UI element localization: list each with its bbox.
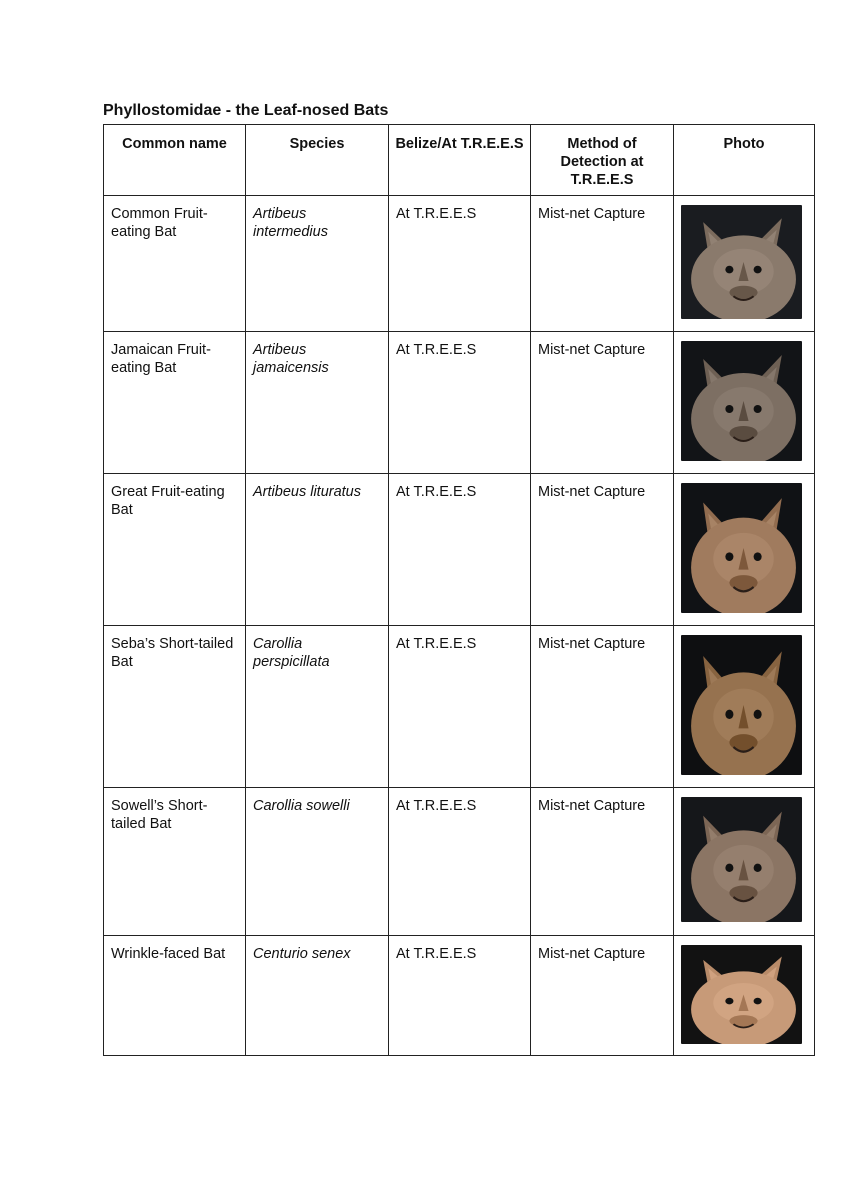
common-name-cell: Seba’s Short-tailed Bat (104, 626, 246, 788)
bat-photo-icon (681, 341, 802, 461)
table-row (104, 626, 815, 788)
photo-cell (674, 332, 815, 474)
belize-cell: At T.R.E.E.S (389, 936, 531, 1056)
method-cell: Mist-net Capture (531, 332, 674, 474)
method-cell: Mist-net Capture (531, 474, 674, 626)
photo-cell (674, 474, 815, 626)
table-row (104, 332, 815, 474)
method-cell: Mist-net Capture (531, 788, 674, 936)
method-cell: Mist-net Capture (531, 626, 674, 788)
bat-photo-icon (681, 205, 802, 319)
bat-photo-icon (681, 483, 802, 613)
photo-cell (674, 936, 815, 1056)
table-row (104, 788, 815, 936)
common-name-cell: Jamaican Fruit-eating Bat (104, 332, 246, 474)
photo-cell (674, 196, 815, 332)
species-cell: Carollia sowelli (246, 788, 389, 936)
belize-cell: At T.R.E.E.S (389, 626, 531, 788)
belize-cell: At T.R.E.E.S (389, 788, 531, 936)
table-row (104, 936, 815, 1056)
bat-photo-icon (681, 945, 802, 1044)
photo-cell (674, 626, 815, 788)
header-method: Method of Detection at T.R.E.E.S (531, 125, 674, 196)
belize-cell: At T.R.E.E.S (389, 196, 531, 332)
common-name-cell: Common Fruit-eating Bat (104, 196, 246, 332)
belize-cell: At T.R.E.E.S (389, 474, 531, 626)
species-cell: Artibeus lituratus (246, 474, 389, 626)
method-cell: Mist-net Capture (531, 936, 674, 1056)
species-cell: Artibeus intermedius (246, 196, 389, 332)
bat-photo-icon (681, 797, 802, 922)
common-name-cell: Great Fruit-eating Bat (104, 474, 246, 626)
belize-cell: At T.R.E.E.S (389, 332, 531, 474)
table-row (104, 196, 815, 332)
common-name-cell: Wrinkle-faced Bat (104, 936, 246, 1056)
species-cell: Artibeus jamaicensis (246, 332, 389, 474)
table-row (104, 474, 815, 626)
header-species: Species (246, 125, 389, 196)
header-belize: Belize/At T.R.E.E.S (389, 125, 531, 196)
page-title: Phyllostomidae - the Leaf-nosed Bats (103, 102, 389, 119)
header-common-name: Common name (104, 125, 246, 196)
table-header-row (104, 125, 815, 196)
species-cell: Carollia perspicillata (246, 626, 389, 788)
species-cell: Centurio senex (246, 936, 389, 1056)
species-table (103, 124, 815, 1056)
header-photo: Photo (674, 125, 815, 196)
photo-cell (674, 788, 815, 936)
common-name-cell: Sowell’s Short-tailed Bat (104, 788, 246, 936)
method-cell: Mist-net Capture (531, 196, 674, 332)
bat-photo-icon (681, 635, 802, 775)
